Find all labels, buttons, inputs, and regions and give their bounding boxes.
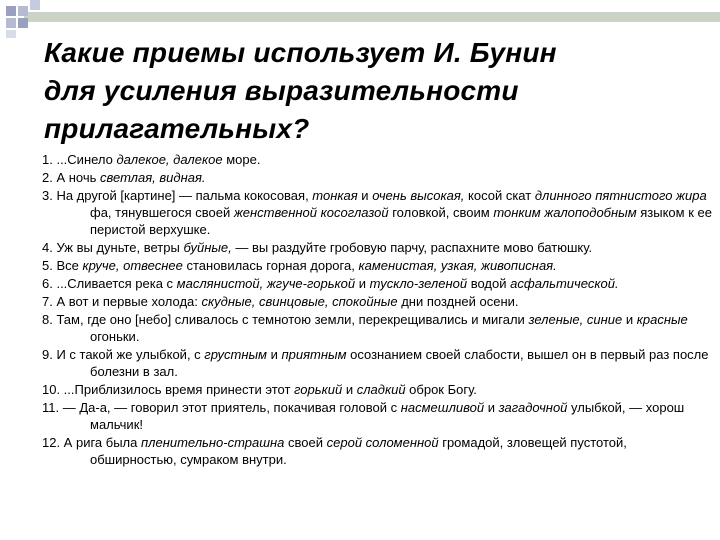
list-item-text: и bbox=[484, 400, 499, 415]
list-item bbox=[42, 187, 712, 238]
emphasized-adjective: тускло-зеленой bbox=[369, 276, 468, 291]
list-item-text: 6. ...Сливается река с bbox=[42, 276, 177, 291]
emphasized-adjective: светлая, видная. bbox=[100, 170, 206, 185]
list-item-text: своей bbox=[284, 435, 327, 450]
decor-square bbox=[18, 18, 28, 28]
list-item-text: становилась горная дорога, bbox=[182, 258, 359, 273]
list-item-text: 2. А ночь bbox=[42, 170, 101, 185]
list-item-text: водой bbox=[467, 276, 511, 291]
list-item-text: 12. А рига была bbox=[42, 435, 141, 450]
decor-square bbox=[18, 6, 28, 16]
title-line: прилагательных? bbox=[44, 113, 310, 144]
emphasized-adjective: далекое, далекое bbox=[116, 152, 223, 167]
list-item-text: 8. Там, где оно [небо] сливалось с темнотою земли, перекрещивались и мигали bbox=[42, 312, 529, 327]
decor-square bbox=[6, 18, 16, 28]
emphasized-adjective: маслянистой, жгуче-горькой bbox=[176, 276, 356, 291]
list-item-text: 11. — Да-а, — говорил этот приятель, покачивая головой с bbox=[42, 400, 401, 415]
list-item bbox=[42, 346, 712, 380]
emphasized-adjective: загадочной bbox=[498, 400, 568, 415]
emphasized-adjective: буйные, bbox=[183, 240, 232, 255]
emphasized-adjective: серой соломенной bbox=[326, 435, 439, 450]
list-item bbox=[42, 239, 712, 256]
emphasized-adjective: тонким жалоподобным bbox=[493, 205, 637, 220]
list-item-text: языком к ее перистой верхушке. bbox=[90, 205, 712, 237]
list-item bbox=[42, 381, 712, 398]
list-item-text: 10. ...Приблизилось время принести этот bbox=[42, 382, 295, 397]
list-item bbox=[42, 169, 712, 186]
list-item bbox=[42, 311, 712, 345]
list-item-text: и bbox=[357, 188, 373, 203]
emphasized-adjective: пленительно-страшна bbox=[140, 435, 285, 450]
list-item-text: 3. На другой [картине] — пальма кокосовая, bbox=[42, 188, 313, 203]
emphasized-adjective: тонкая bbox=[312, 188, 358, 203]
emphasized-adjective: насмешливой bbox=[400, 400, 485, 415]
emphasized-adjective: сладкий bbox=[356, 382, 406, 397]
title-line: для усиления выразительности bbox=[44, 75, 519, 106]
emphasized-adjective: каменистая, узкая, живописная. bbox=[358, 258, 557, 273]
emphasized-adjective: скудные, свинцовые, спокойные bbox=[201, 294, 398, 309]
emphasized-adjective: женственной косоглазой bbox=[233, 205, 389, 220]
list-item-text: и bbox=[342, 382, 357, 397]
list-item-text: — вы раздуйте гробовую парчу, распахните мово батюшку. bbox=[231, 240, 593, 255]
list-item-text: оброк Богу. bbox=[405, 382, 477, 397]
list-item-text: и bbox=[266, 347, 282, 362]
list-item-text: 7. А вот и первые холода: bbox=[42, 294, 202, 309]
emphasized-adjective: приятным bbox=[281, 347, 347, 362]
list-item bbox=[42, 151, 712, 168]
list-item-text: и bbox=[355, 276, 370, 291]
decor-square bbox=[6, 30, 16, 38]
list-item-text: 1. ...Синело bbox=[42, 152, 117, 167]
emphasized-adjective: круче, отвеснее bbox=[82, 258, 183, 273]
emphasized-adjective: грустным bbox=[204, 347, 267, 362]
list-item bbox=[42, 434, 712, 468]
list-item-text: море. bbox=[222, 152, 261, 167]
list-item-text: и bbox=[622, 312, 637, 327]
list-item bbox=[42, 257, 712, 274]
slide-title bbox=[44, 34, 704, 148]
emphasized-adjective: длинного пятнистого жира bbox=[534, 188, 707, 203]
list-item-text: 5. Все bbox=[42, 258, 83, 273]
list-item-text: косой скат bbox=[464, 188, 535, 203]
emphasized-adjective: красные bbox=[636, 312, 688, 327]
title-line: Какие приемы использует И. Бунин bbox=[44, 37, 557, 68]
list-item-text: головкой, своим bbox=[388, 205, 494, 220]
list-item bbox=[42, 399, 712, 433]
list-item bbox=[42, 275, 712, 292]
decor-square bbox=[30, 0, 40, 10]
list-item bbox=[42, 293, 712, 310]
emphasized-adjective: асфальтической. bbox=[510, 276, 619, 291]
emphasized-adjective: зеленые, синие bbox=[528, 312, 623, 327]
examples-list bbox=[42, 151, 712, 469]
list-item-text: улыбкой, — хорош мальчик! bbox=[90, 400, 685, 432]
decor-square bbox=[6, 6, 16, 16]
list-item-text: огоньки. bbox=[90, 329, 140, 344]
list-item-text: фа, тянувшегося своей bbox=[90, 205, 234, 220]
emphasized-adjective: очень высокая, bbox=[372, 188, 465, 203]
list-item-text: осознанием своей слабости, вышел он в первый раз после болезни в зал. bbox=[90, 347, 709, 379]
list-item-text: 4. Уж вы дуньте, ветры bbox=[42, 240, 184, 255]
list-item-text: громадой, зловещей пустотой, обширностью, сумраком внутри. bbox=[90, 435, 627, 467]
list-item-text: дни поздней осени. bbox=[397, 294, 519, 309]
emphasized-adjective: горький bbox=[294, 382, 343, 397]
decor-bar bbox=[24, 12, 720, 22]
list-item-text: 9. И с такой же улыбкой, с bbox=[42, 347, 205, 362]
